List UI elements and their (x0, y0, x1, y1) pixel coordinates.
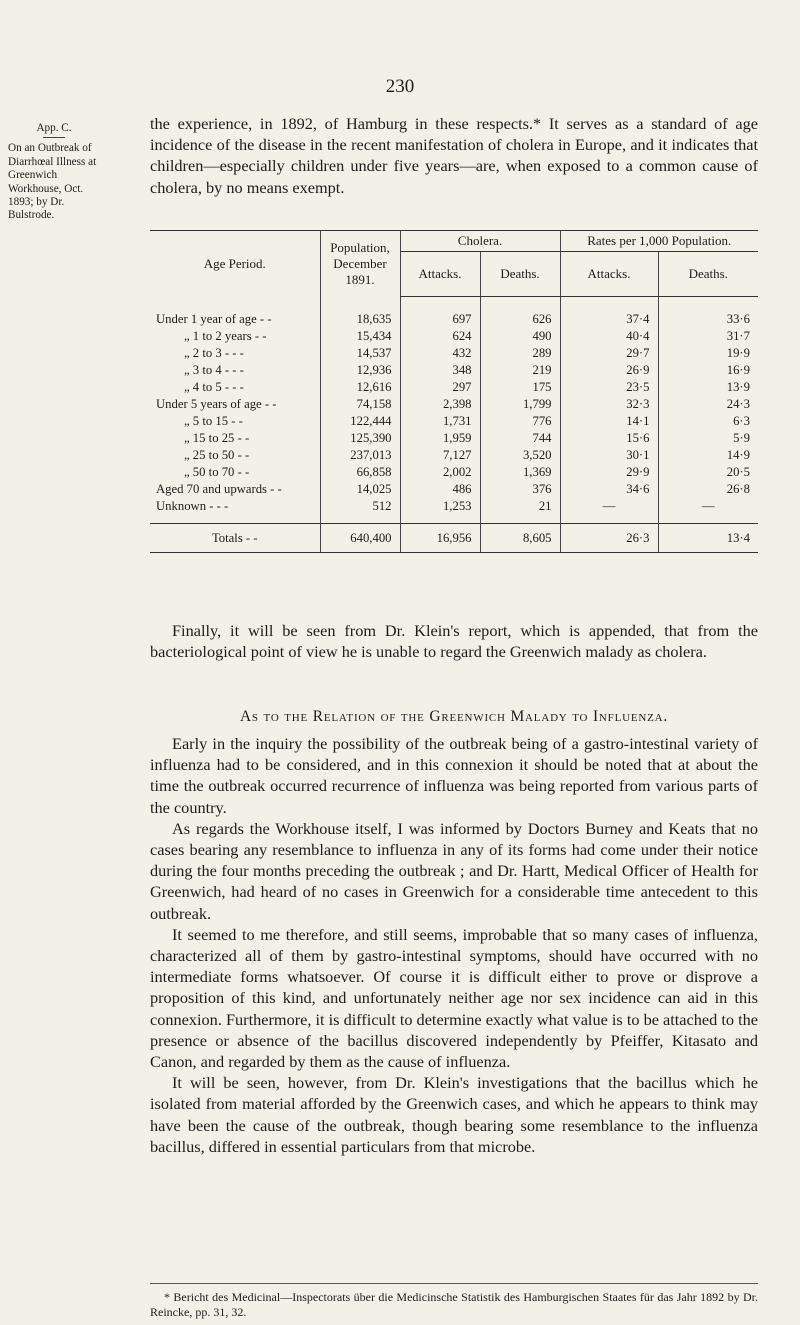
table-row (150, 396, 758, 413)
row-population: 14,025 (320, 481, 400, 498)
row-rate-attacks: 37·4 (560, 297, 658, 329)
row-deaths: 744 (480, 430, 560, 447)
intro-block (150, 113, 758, 198)
header-cholera: Cholera. (400, 231, 560, 252)
row-attacks: 2,002 (400, 464, 480, 481)
row-population: 12,936 (320, 362, 400, 379)
row-deaths: 21 (480, 498, 560, 524)
table-row (150, 481, 758, 498)
body-block (150, 733, 758, 1157)
row-rate-attacks: 34·6 (560, 481, 658, 498)
margin-note-appendix: App. C. (36, 122, 72, 134)
row-rate-attacks: 14·1 (560, 413, 658, 430)
row-deaths: 175 (480, 379, 560, 396)
row-age: Unknown - - - (156, 499, 229, 513)
footnote: * Bericht des Medicinal—Inspectorats über die Medicinsche Statistik des Hamburgischen Staates für das Jahr 1892 by Dr. Reincke, pp. 31, 32. (150, 1290, 758, 1319)
row-deaths: 1,799 (480, 396, 560, 413)
row-rate-attacks: 29·7 (560, 345, 658, 362)
totals-row (150, 524, 758, 553)
row-deaths: 376 (480, 481, 560, 498)
footnote-rule (150, 1283, 758, 1284)
row-rate-deaths: 31·7 (658, 328, 758, 345)
row-rate-attacks: 15·6 (560, 430, 658, 447)
row-rate-deaths: 16·9 (658, 362, 758, 379)
row-rate-attacks: 32·3 (560, 396, 658, 413)
body-paragraph-2: As regards the Workhouse itself, I was informed by Doctors Burney and Keats that no cases bearing any resemblance to influenza in any of its forms had come under their notice during the four months preceding the outbreak ; and Dr. Hartt, Medical Officer of Health for Greenwich, had heard of no cases in Greenwich for a considerable time antecedent to this outbreak. (150, 818, 758, 923)
row-rate-deaths: 6·3 (658, 413, 758, 430)
table-row (150, 297, 758, 329)
row-deaths: 1,369 (480, 464, 560, 481)
row-attacks: 1,253 (400, 498, 480, 524)
header-population: Population, December 1891. (320, 231, 400, 297)
intro-paragraph: the experience, in 1892, of Hamburg in these respects.* It serves as a standard of age incidence of the disease in the recent manifestation of cholera in Europe, and it indicates that children—especially children under five years—are, when exposed to a common cause of cholera, by no means exempt. (150, 114, 758, 197)
margin-note-text: On an Outbreak of Diarrhœal Illness at Greenwich Workhouse, Oct. 1893; by Dr. Bulstrode. (8, 142, 97, 222)
body-paragraph-4: It will be seen, however, from Dr. Klein's investigations that the bacillus which he isolated from material afforded by the Greenwich cases, and which he appears to think may have been the cause of the outbreak, though bearing some resemblance to the influenza bacillus, differed in essential particulars from that microbe. (150, 1073, 758, 1156)
row-attacks: 432 (400, 345, 480, 362)
row-rate-attacks: 23·5 (560, 379, 658, 396)
totals-attacks: 16,956 (400, 524, 480, 553)
row-population: 237,013 (320, 447, 400, 464)
table-row (150, 464, 758, 481)
page-number: 230 (385, 76, 415, 97)
row-age: „ 4 to 5 - - - (184, 380, 244, 394)
row-age: „ 2 to 3 - - - (184, 346, 244, 360)
body-paragraph-1: Early in the inquiry the possibility of the outbreak being of a gastro-intestinal variety of influenza had to be considered, and in this connexion it should be noted that at about the time the outbreak occurred recurrence of influenza was being reported from various parts of the country. (150, 734, 758, 817)
totals-population: 640,400 (320, 524, 400, 553)
totals-rate-attacks: 26·3 (560, 524, 658, 553)
row-attacks: 7,127 (400, 447, 480, 464)
table-row (150, 498, 758, 524)
row-attacks: 1,959 (400, 430, 480, 447)
row-attacks: 348 (400, 362, 480, 379)
table-row (150, 328, 758, 345)
row-rate-attacks: 29·9 (560, 464, 658, 481)
row-attacks: 486 (400, 481, 480, 498)
row-rate-deaths: — (658, 498, 758, 524)
row-rate-deaths: 20·5 (658, 464, 758, 481)
table-row (150, 345, 758, 362)
row-population: 12,616 (320, 379, 400, 396)
section-heading: As to the Relation of the Greenwich Malady to Influenza. (239, 708, 669, 725)
row-age: „ 50 to 70 - - (184, 465, 250, 479)
row-rate-attacks: 40·4 (560, 328, 658, 345)
header-rate-attacks: Attacks. (560, 252, 658, 297)
header-rate-deaths: Deaths. (658, 252, 758, 297)
row-age: Under 5 years of age - - (156, 397, 277, 411)
row-deaths: 3,520 (480, 447, 560, 464)
row-rate-deaths: 33·6 (658, 297, 758, 329)
totals-deaths: 8,605 (480, 524, 560, 553)
row-population: 18,635 (320, 297, 400, 329)
row-population: 14,537 (320, 345, 400, 362)
row-population: 125,390 (320, 430, 400, 447)
table-row (150, 362, 758, 379)
row-deaths: 626 (480, 297, 560, 329)
table-row (150, 430, 758, 447)
row-population: 122,444 (320, 413, 400, 430)
row-deaths: 289 (480, 345, 560, 362)
table-row (150, 379, 758, 396)
row-attacks: 1,731 (400, 413, 480, 430)
row-deaths: 490 (480, 328, 560, 345)
row-population: 15,434 (320, 328, 400, 345)
row-rate-deaths: 13·9 (658, 379, 758, 396)
row-population: 512 (320, 498, 400, 524)
row-age: „ 5 to 15 - - (184, 414, 243, 428)
table-row (150, 447, 758, 464)
body-paragraph-3: It seemed to me therefore, and still seems, improbable that so many cases of influenza, characterized all of them by gastro-intestinal symptoms, should have occurred with no intermediate forms whatsoever. Of course it is difficult either to prove or disprove a proposition of this kind, and unfortunately neither age nor sex incidence can aid in this connexion. Furthermore, it is difficult to determine exactly what value is to be attached to the presence or absence of the bacillus discovered independently by Pfeiffer, Kitasato and Canon, and regarded by them as the cause of influenza. (150, 924, 758, 1072)
row-age: Aged 70 and upwards - - (156, 482, 282, 496)
header-deaths: Deaths. (480, 252, 560, 297)
margin-note-dash (43, 137, 65, 138)
row-deaths: 219 (480, 362, 560, 379)
row-rate-deaths: 26·8 (658, 481, 758, 498)
row-rate-attacks: 30·1 (560, 447, 658, 464)
row-rate-attacks: 26·9 (560, 362, 658, 379)
header-rates: Rates per 1,000 Population. (560, 231, 758, 252)
klein-block (150, 620, 758, 662)
klein-paragraph: Finally, it will be seen from Dr. Klein's report, which is appended, that from the bacteriological point of view he is unable to regard the Greenwich malady as cholera. (150, 621, 758, 662)
row-age: „ 1 to 2 years - - (184, 329, 267, 343)
row-age: Under 1 year of age - - (156, 311, 272, 326)
row-rate-deaths: 14·9 (658, 447, 758, 464)
cholera-age-table (150, 230, 758, 553)
row-attacks: 2,398 (400, 396, 480, 413)
totals-label: Totals - - (150, 524, 320, 553)
row-population: 74,158 (320, 396, 400, 413)
row-deaths: 776 (480, 413, 560, 430)
table-row (150, 413, 758, 430)
row-attacks: 297 (400, 379, 480, 396)
header-age-period: Age Period. (150, 231, 320, 297)
row-rate-deaths: 24·3 (658, 396, 758, 413)
row-rate-deaths: 5·9 (658, 430, 758, 447)
row-age: „ 25 to 50 - - (184, 448, 250, 462)
row-attacks: 697 (400, 297, 480, 329)
row-rate-deaths: 19·9 (658, 345, 758, 362)
row-population: 66,858 (320, 464, 400, 481)
row-age: „ 3 to 4 - - - (184, 363, 244, 377)
row-age: „ 15 to 25 - - (184, 431, 250, 445)
header-attacks: Attacks. (400, 252, 480, 297)
row-rate-attacks: — (560, 498, 658, 524)
totals-rate-deaths: 13·4 (658, 524, 758, 553)
margin-note (8, 122, 100, 223)
row-attacks: 624 (400, 328, 480, 345)
